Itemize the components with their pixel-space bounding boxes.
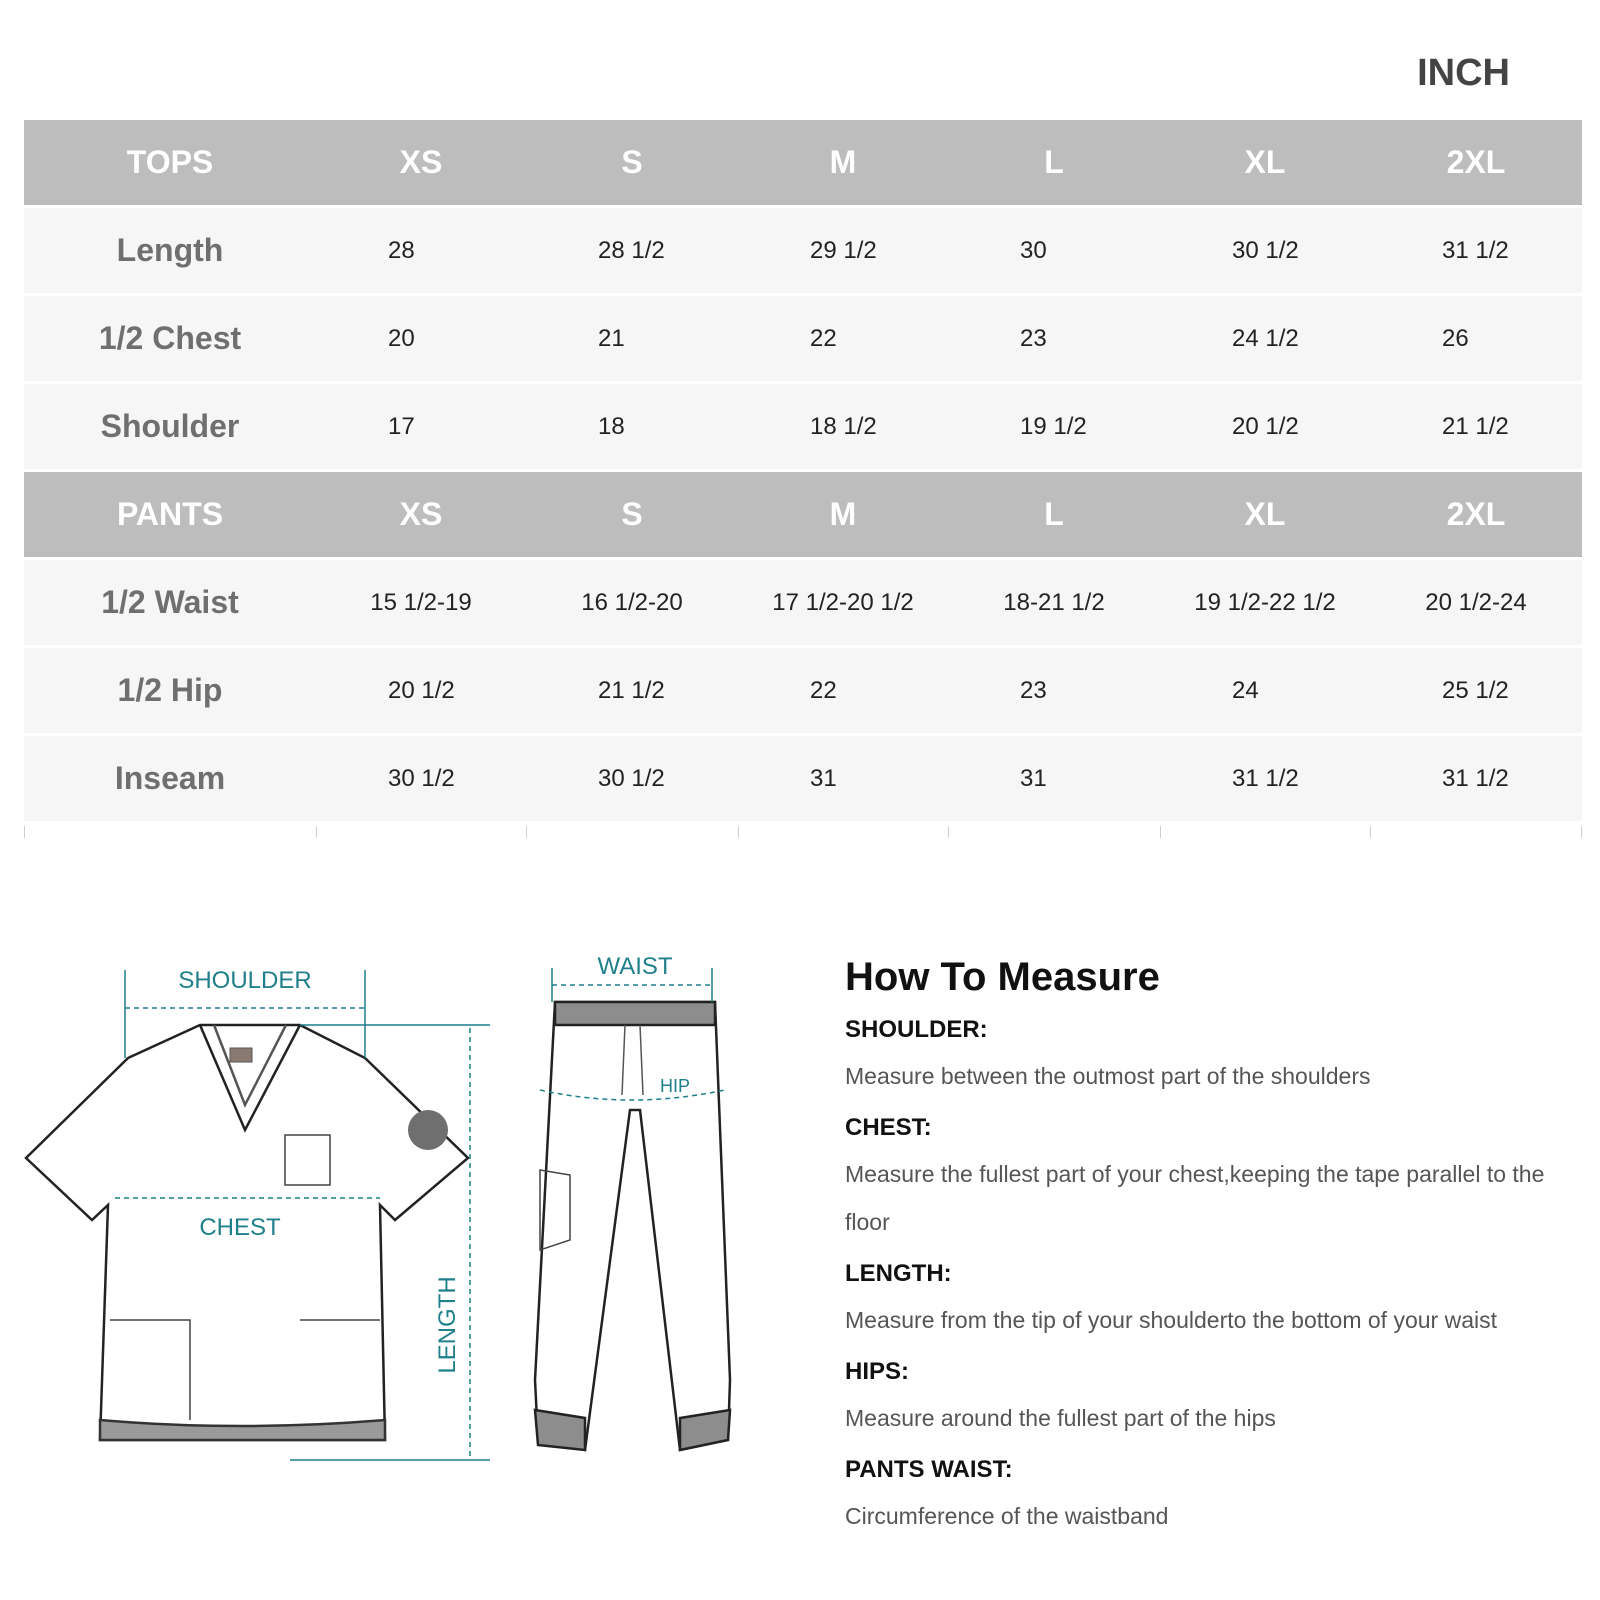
measure-desc-pants-waist: Circumference of the waistband: [845, 1503, 1169, 1529]
table-cell: 20 1/2: [1232, 412, 1299, 440]
tops-header-2xl: 2XL: [1446, 144, 1506, 180]
table-cell: 24 1/2: [1232, 324, 1299, 352]
table-cell: 15 1/2-19: [370, 588, 472, 616]
table-cell: 31: [810, 764, 837, 792]
tops-header-m: M: [829, 144, 857, 180]
table-cell: 24: [1232, 676, 1259, 704]
row-label: Inseam: [114, 760, 226, 796]
table-cell: 28: [388, 236, 415, 264]
table-row: [24, 736, 1582, 824]
table-cell: 31 1/2: [1442, 764, 1509, 792]
measure-desc-hips: Measure around the fullest part of the hips: [845, 1405, 1276, 1431]
row-label: Shoulder: [100, 408, 240, 444]
hip-label: HIP: [659, 1076, 691, 1096]
pants-header-m: M: [829, 496, 857, 532]
measure-term-hips: HIPS:: [845, 1358, 910, 1385]
howto-title: How To Measure: [845, 955, 1160, 999]
pants-header-s: S: [621, 496, 643, 532]
measure-term-length: LENGTH:: [845, 1260, 952, 1287]
table-cell: 19 1/2-22 1/2: [1194, 588, 1336, 616]
table-cell: 23: [1020, 324, 1047, 352]
measure-term-pants-waist: PANTS WAIST:: [845, 1456, 1013, 1483]
table-cell: 30: [1020, 236, 1047, 264]
table-cell: 21 1/2: [1442, 412, 1509, 440]
pants-header-xs: XS: [399, 496, 443, 532]
table-cell: 30 1/2: [388, 764, 455, 792]
table-cell: 21: [598, 324, 625, 352]
pants-header-l: L: [1044, 496, 1064, 532]
row-label: 1/2 Hip: [117, 672, 223, 708]
table-cell: 30 1/2: [1232, 236, 1299, 264]
table-cell: 30 1/2: [598, 764, 665, 792]
table-cell: 25 1/2: [1442, 676, 1509, 704]
row-label: 1/2 Waist: [101, 584, 239, 620]
table-row: [24, 208, 1582, 296]
table-cell: 17 1/2-20 1/2: [772, 588, 914, 616]
size-chart-table: [24, 120, 1582, 824]
table-cell: 18-21 1/2: [1003, 588, 1105, 616]
chest-label: CHEST: [199, 1214, 281, 1241]
table-cell: 18 1/2: [810, 412, 877, 440]
tops-header-label: TOPS: [126, 144, 214, 180]
pants-header-xl: XL: [1244, 496, 1286, 532]
table-cell: 22: [810, 676, 837, 704]
garment-illustration: [0, 940, 790, 1540]
measure-term-chest: CHEST:: [845, 1114, 932, 1141]
table-cell: 20 1/2-24: [1425, 588, 1527, 616]
table-cell: 23: [1020, 676, 1047, 704]
tops-header-l: L: [1044, 144, 1064, 180]
row-label: 1/2 Chest: [98, 320, 242, 356]
tops-header-xs: XS: [399, 144, 443, 180]
table-column-ticks: [24, 826, 1582, 840]
row-label: Length: [116, 232, 224, 268]
measure-desc-chest: Measure the fullest part of your chest,keeping the tape parallel to the floor: [845, 1161, 1545, 1235]
measurement-diagram: [0, 940, 790, 1540]
pants-header-row: [24, 472, 1582, 560]
table-cell: 16 1/2-20: [581, 588, 683, 616]
measure-desc-shoulder: Measure between the outmost part of the shoulders: [845, 1063, 1371, 1089]
table-cell: 20: [388, 324, 415, 352]
table-row: [24, 648, 1582, 736]
table-cell: 28 1/2: [598, 236, 665, 264]
table-cell: 20 1/2: [388, 676, 455, 704]
table-cell: 31 1/2: [1232, 764, 1299, 792]
table-cell: 21 1/2: [598, 676, 665, 704]
table-cell: 29 1/2: [810, 236, 877, 264]
measure-desc-length: Measure from the tip of your shoulderto the bottom of your waist: [845, 1307, 1497, 1333]
waist-label: WAIST: [597, 953, 673, 980]
scrub-pants-illustration: [535, 1002, 730, 1450]
table-cell: 31 1/2: [1442, 236, 1509, 264]
length-label: LENGTH: [434, 1276, 461, 1374]
table-row: [24, 384, 1582, 472]
tops-header-xl: XL: [1244, 144, 1286, 180]
pants-header-2xl: 2XL: [1446, 496, 1506, 532]
table-row: [24, 296, 1582, 384]
table-cell: 17: [388, 412, 415, 440]
how-to-measure-section: [845, 955, 1565, 1540]
table-cell: 22: [810, 324, 837, 352]
shoulder-label: SHOULDER: [178, 967, 312, 994]
table-cell: 18: [598, 412, 625, 440]
tops-header-row: [24, 120, 1582, 208]
table-row: [24, 560, 1582, 648]
measure-term-shoulder: SHOULDER:: [845, 1016, 988, 1043]
table-cell: 19 1/2: [1020, 412, 1087, 440]
pants-header-label: PANTS: [116, 496, 224, 532]
unit-label: INCH: [1417, 52, 1510, 94]
table-cell: 31: [1020, 764, 1047, 792]
tops-header-s: S: [621, 144, 643, 180]
table-cell: 26: [1442, 324, 1469, 352]
